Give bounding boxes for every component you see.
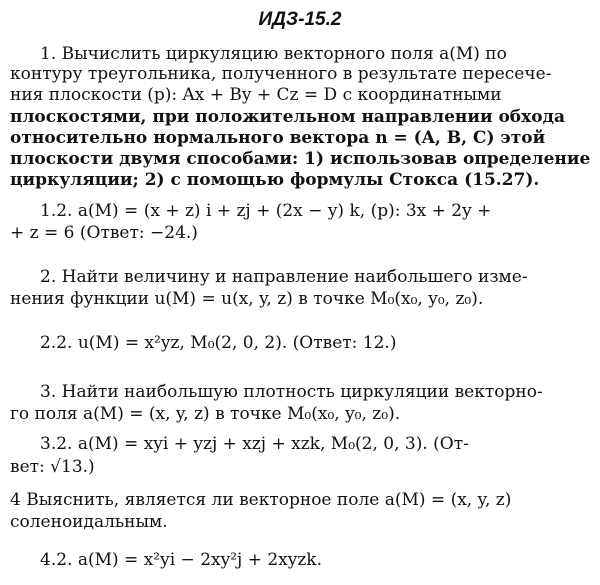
task1-example-line-1: 1.2. a(M) = (x + z) i + zj + (2x − y) k, (p): 3x + 2y + — [40, 201, 492, 221]
task4-example: 4.2. a(M) = x²yi − 2xy²j + 2xyzk. — [40, 550, 323, 570]
task3-line-2: го поля a(M) = (x, y, z) в точке M₀(x₀, y₀, z₀). — [10, 404, 401, 424]
task1-line-5: относительно нормального вектора n = (A, B, C) этой — [10, 128, 546, 148]
task1-line-7: циркуляции; 2) с помощью формулы Стокса (15.27). — [10, 170, 540, 190]
task2-example: 2.2. u(M) = x²yz, M₀(2, 0, 2). (Ответ: 12.) — [40, 333, 397, 353]
document-title: ИДЗ-15.2 — [258, 9, 342, 30]
task3-example-line-2: вет: √13.) — [10, 457, 95, 477]
task3-example-line-1: 3.2. a(M) = xyi + yzj + xzj + xzk, M₀(2, 0, 3). (От- — [40, 434, 469, 454]
task2-line-2: нения функции u(M) = u(x, y, z) в точке M₀(x₀, y₀, z₀). — [10, 289, 484, 309]
task1-line-1: 1. Вычислить циркуляцию векторного поля a(M) по — [40, 44, 507, 64]
task4-line-2: соленоидальным. — [10, 512, 168, 532]
task1-example-line-2: + z = 6 (Ответ: −24.) — [10, 223, 198, 243]
task1-line-3: ния плоскости (p): Ax + By + Cz = D с координатными — [10, 85, 502, 105]
task1-line-2: контуру треугольника, полученного в результате пересече- — [10, 64, 552, 84]
task1-line-4: плоскостями, при положительном направлении обхода — [10, 107, 565, 127]
task4-line-1: 4 Выяснить, является ли векторное поле a(M) = (x, y, z) — [10, 490, 512, 510]
task1-line-6: плоскости двумя способами: 1) использовав определение — [10, 149, 591, 169]
task3-line-1: 3. Найти наибольшую плотность циркуляции векторно- — [40, 382, 543, 402]
task2-line-1: 2. Найти величину и направление наибольшего изме- — [40, 267, 528, 287]
